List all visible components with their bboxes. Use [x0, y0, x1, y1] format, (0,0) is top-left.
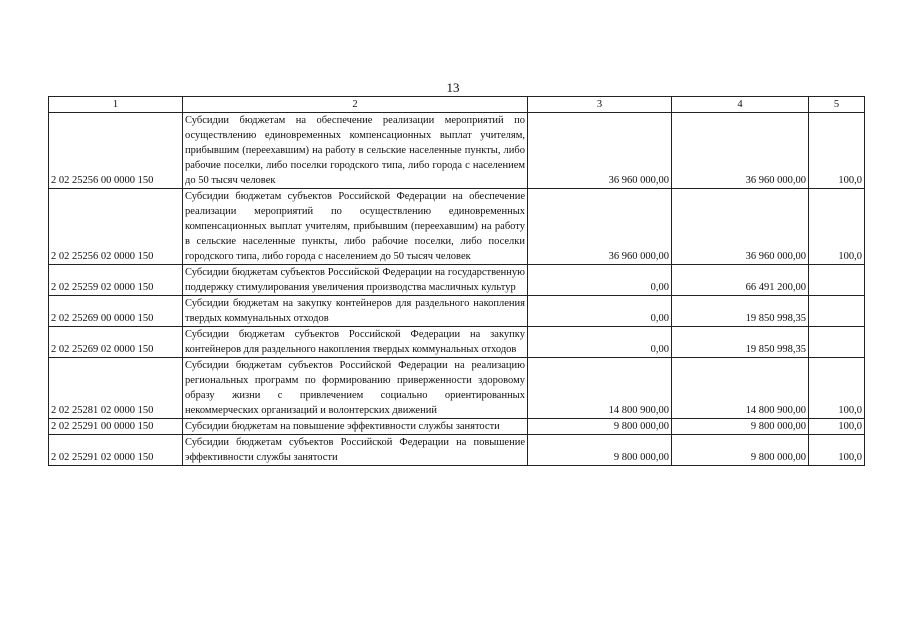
table-row — [49, 296, 865, 327]
budget-code-cell: 2 02 25281 02 0000 150 — [49, 358, 183, 419]
column-header: 3 — [528, 97, 672, 113]
percent-cell — [809, 327, 865, 358]
percent-cell: 100,0 — [809, 189, 865, 265]
amount-cell-col4: 9 800 000,00 — [672, 435, 809, 466]
page-number: 13 — [446, 80, 460, 95]
description-cell: Субсидии бюджетам субъектов Российской Федерации на государственную поддержку стимулирования увеличения производства масличных культур — [183, 265, 528, 296]
amount-cell-col3: 0,00 — [528, 265, 672, 296]
table-header-row — [49, 97, 865, 113]
description-cell: Субсидии бюджетам на закупку контейнеров для раздельного накопления твердых коммунальных отходов — [183, 296, 528, 327]
budget-code-cell: 2 02 25269 02 0000 150 — [49, 327, 183, 358]
percent-cell — [809, 296, 865, 327]
column-header: 5 — [809, 97, 865, 113]
table-row — [49, 327, 865, 358]
column-header: 4 — [672, 97, 809, 113]
description-cell: Субсидии бюджетам субъектов Российской Федерации на реализацию региональных программ по формированию приверженности здоровому образу жизни с привлечением социально ориентированных некоммерческих организаций и волонтерских движений — [183, 358, 528, 419]
budget-code-cell: 2 02 25259 02 0000 150 — [49, 265, 183, 296]
percent-cell: 100,0 — [809, 435, 865, 466]
budget-table — [48, 96, 865, 466]
budget-code-cell: 2 02 25291 02 0000 150 — [49, 435, 183, 466]
percent-cell: 100,0 — [809, 113, 865, 189]
amount-cell-col4: 14 800 900,00 — [672, 358, 809, 419]
amount-cell-col4: 66 491 200,00 — [672, 265, 809, 296]
amount-cell-col3: 9 800 000,00 — [528, 419, 672, 435]
description-cell: Субсидии бюджетам субъектов Российской Федерации на закупку контейнеров для раздельного накопления твердых коммунальных отходов — [183, 327, 528, 358]
amount-cell-col3: 36 960 000,00 — [528, 113, 672, 189]
amount-cell-col3: 0,00 — [528, 327, 672, 358]
table-row — [49, 419, 865, 435]
table-row — [49, 358, 865, 419]
budget-code-cell: 2 02 25291 00 0000 150 — [49, 419, 183, 435]
table-row — [49, 189, 865, 265]
description-cell: Субсидии бюджетам на обеспечение реализации мероприятий по осуществлению единовременных компенсационных выплат учителям, прибывшим (переехавшим) на работу в сельские населенные пункты, либо рабочие поселки, либо поселки городского типа, либо города с населением до 50 тысяч человек — [183, 113, 528, 189]
description-cell: Субсидии бюджетам субъектов Российской Федерации на повышение эффективности службы занятости — [183, 435, 528, 466]
column-header: 2 — [183, 97, 528, 113]
amount-cell-col3: 14 800 900,00 — [528, 358, 672, 419]
amount-cell-col4: 19 850 998,35 — [672, 296, 809, 327]
amount-cell-col4: 36 960 000,00 — [672, 189, 809, 265]
table-row — [49, 113, 865, 189]
amount-cell-col3: 9 800 000,00 — [528, 435, 672, 466]
budget-code-cell: 2 02 25269 00 0000 150 — [49, 296, 183, 327]
table-row — [49, 435, 865, 466]
description-cell: Субсидии бюджетам субъектов Российской Федерации на обеспечение реализации мероприятий по осуществлению единовременных компенсационных выплат учителям, прибывшим (переехавшим) на работу в сельские населенные пункты, либо рабочие поселки, либо поселки городского типа, либо города с населением до 50 тысяч человек — [183, 189, 528, 265]
amount-cell-col4: 19 850 998,35 — [672, 327, 809, 358]
table-row — [49, 265, 865, 296]
budget-code-cell: 2 02 25256 02 0000 150 — [49, 189, 183, 265]
column-header: 1 — [49, 97, 183, 113]
description-cell: Субсидии бюджетам на повышение эффективности службы занятости — [183, 419, 528, 435]
percent-cell: 100,0 — [809, 419, 865, 435]
budget-code-cell: 2 02 25256 00 0000 150 — [49, 113, 183, 189]
amount-cell-col3: 0,00 — [528, 296, 672, 327]
amount-cell-col4: 9 800 000,00 — [672, 419, 809, 435]
amount-cell-col3: 36 960 000,00 — [528, 189, 672, 265]
percent-cell — [809, 265, 865, 296]
percent-cell: 100,0 — [809, 358, 865, 419]
amount-cell-col4: 36 960 000,00 — [672, 113, 809, 189]
